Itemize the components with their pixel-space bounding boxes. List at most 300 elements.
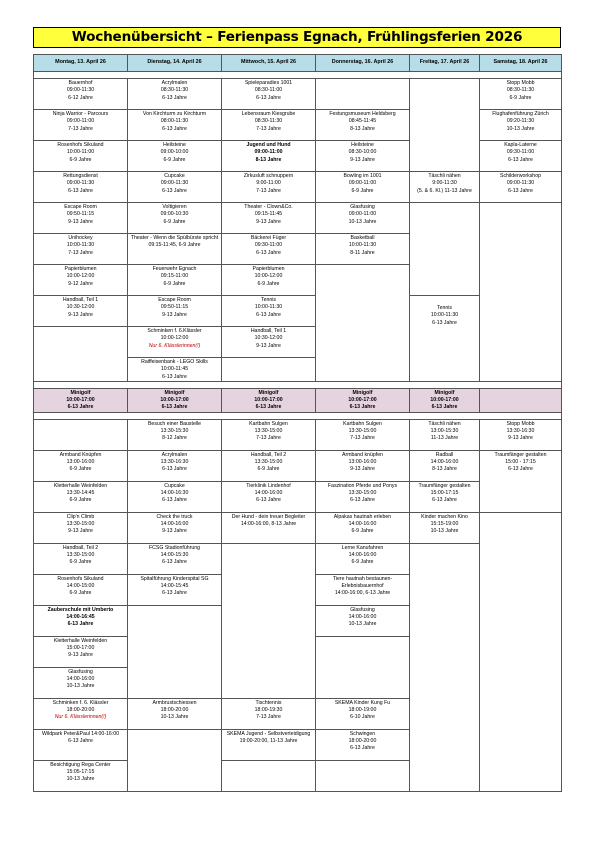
activity-cell: [222, 172, 316, 203]
activity-name: Radball: [435, 451, 454, 458]
empty-cell: [316, 79, 410, 110]
activity-entry: [34, 172, 127, 195]
activity-entry: [128, 358, 221, 381]
activity-name: Minigolf: [434, 389, 455, 396]
activity-age: 6-13 Jahre: [508, 466, 533, 473]
activity-cell: [316, 203, 410, 234]
activity-entry: [128, 141, 221, 164]
activity-time: 10:00-11:30: [66, 242, 95, 249]
activity-cell: [34, 79, 128, 110]
activity-cell: [128, 203, 222, 234]
activity-age: 8-13 Jahre: [350, 125, 375, 132]
activity-time: 10:00-17:00: [254, 397, 283, 404]
activity-age: 9-13 Jahre: [68, 652, 93, 659]
activity-entry: [316, 110, 409, 133]
activity-name: Minigolf: [70, 389, 91, 396]
activity-cell: [222, 388, 316, 412]
activity-time: 13:30-15:00: [348, 490, 377, 497]
activity-time: 15:00-17:00: [66, 645, 95, 652]
activity-name: Spieleparadies 1001: [244, 80, 293, 86]
activity-time: 10:00-17:00: [66, 397, 95, 404]
weekly-schedule-table: [33, 54, 562, 792]
activity-time: 09:00-11:30: [506, 180, 535, 187]
activity-time: 14:00-16:00: [66, 676, 95, 683]
activity-age: 6-9 Jahre: [163, 280, 186, 287]
activity-time: 08:30-11:00: [254, 87, 283, 94]
activity-name: Von Kirchturm zu Kirchturm: [142, 111, 207, 117]
activity-cell: [316, 512, 410, 543]
activity-age: 9-12 Jahre: [68, 280, 93, 287]
empty-cell: [128, 729, 222, 791]
activity-name: Zauberschule mit Umberto: [47, 606, 114, 613]
activity-time: 15:00 - 17:15: [505, 459, 536, 466]
empty-cell: [480, 203, 562, 382]
activity-cell: [222, 512, 316, 543]
activity-cell: [128, 234, 222, 265]
activity-cell: [128, 512, 222, 543]
activity-cell: [222, 327, 316, 358]
activity-time: 14:00-15:00: [66, 583, 95, 590]
activity-name: Heilsteine: [163, 142, 186, 148]
activity-age: 7-13 Jahre: [256, 435, 281, 442]
activity-name: Glasfusing: [350, 606, 375, 613]
activity-name: Täschli nähen: [428, 420, 461, 427]
activity-entry: [34, 544, 127, 567]
activity-cell: [316, 110, 410, 141]
activity-name: Raiffeisenbank - LEGO Skills: [141, 359, 208, 365]
activity-entry: [34, 234, 127, 257]
activity-name: Bäckerei Füger: [250, 235, 287, 241]
activity-cell: [316, 543, 410, 574]
activity-entry: [34, 296, 127, 319]
activity-entry: [34, 451, 127, 474]
activity-name: Schminken f. 6. Klässler: [52, 699, 109, 706]
activity-time: 09:00-11:00: [348, 180, 377, 187]
activity-cell: [480, 79, 562, 110]
activity-cell: [34, 760, 128, 791]
activity-entry: [222, 482, 315, 505]
activity-time: 10:00-11:30: [348, 242, 377, 249]
activity-entry: [222, 265, 315, 288]
activity-time: 10:00-11:30: [430, 312, 459, 319]
activity-age: 6-13 Jahre: [162, 559, 187, 566]
activity-age: 6-9 Jahre: [257, 280, 280, 287]
activity-age: 6-13 Jahre: [162, 497, 187, 504]
activity-name: Armband Knüpfen: [59, 451, 102, 458]
empty-cell: [34, 327, 128, 382]
activity-age: 9-13 Jahre: [162, 311, 187, 318]
schedule-body: [34, 72, 562, 792]
activity-time: 09:00-11:00: [66, 118, 95, 125]
activity-entry: [480, 172, 561, 195]
activity-age: 19:00-20:00, 11-13 Jahre: [239, 738, 298, 745]
activity-age: 6-13 Jahre: [161, 404, 188, 411]
activity-age: 11-13 Jahre: [430, 435, 459, 442]
activity-age: 6-13 Jahre: [256, 311, 281, 318]
activity-time: 09:00-11:30: [66, 180, 95, 187]
activity-cell: [410, 172, 480, 203]
activity-time: 13:30-15:00: [66, 552, 95, 559]
activity-cell: [34, 636, 128, 667]
activity-age: 6-13 Jahre: [162, 590, 187, 597]
separator-row: [34, 381, 562, 388]
activity-cell: [128, 358, 222, 382]
activity-age: 14:00-16:00, 6-13 Jahre: [334, 590, 391, 597]
activity-time: 09:00-11:30: [160, 180, 189, 187]
activity-age: 9-13 Jahre: [256, 342, 281, 349]
activity-entry: [34, 79, 127, 102]
activity-time: 09:00-11:00: [348, 211, 377, 218]
activity-entry: [316, 203, 409, 226]
activity-age: 6-13 Jahre: [508, 187, 533, 194]
activity-cell: [34, 296, 128, 327]
day-header-thursday: Donnerstag, 16. April 26: [316, 55, 410, 72]
schedule-row: [34, 141, 562, 172]
activity-entry: [410, 389, 479, 412]
activity-name: Schminken f. 6.Klässler: [147, 328, 202, 334]
activity-name: Traumfänger gestalten: [494, 451, 547, 458]
activity-entry: [34, 265, 127, 288]
activity-name: FCSG Stadionführung: [148, 544, 201, 551]
empty-cell: [480, 388, 562, 412]
activity-age: 10-13 Jahre: [348, 621, 377, 628]
activity-time: 14:00-16:00: [254, 490, 283, 497]
activity-age: (5. & 6. Kl.) 11-13 Jahre: [417, 187, 472, 194]
activity-cell: [34, 141, 128, 172]
activity-age: 8-12 Jahre: [162, 435, 187, 442]
separator-row: [34, 412, 562, 419]
activity-name: Heilsteine: [351, 142, 374, 148]
activity-time: 14:00-16:00: [348, 614, 377, 621]
activity-name: Handball, Teil 1: [62, 297, 99, 303]
activity-time: 10:30-12:00: [254, 335, 283, 342]
empty-cell: [480, 512, 562, 791]
activity-cell: [316, 141, 410, 172]
activity-age: 6-13 Jahre: [432, 497, 457, 504]
activity-age: 7-13 Jahre: [350, 435, 375, 442]
activity-name: Bowling im 1001: [343, 173, 382, 179]
schedule-row: [34, 203, 562, 234]
activity-time: 10:00-12:00: [66, 273, 95, 280]
activity-time: 09:15-11:00: [160, 273, 189, 280]
activity-entry: [222, 699, 315, 722]
activity-cell: [410, 481, 480, 512]
activity-entry: [34, 761, 127, 784]
activity-cell: [316, 450, 410, 481]
activity-time: 09:00-10:30: [160, 211, 189, 218]
activity-entry: [222, 296, 315, 319]
activity-age: 6-9 Jahre: [69, 590, 92, 597]
activity-cell: [128, 265, 222, 296]
activity-name: Handball, Teil 2: [62, 544, 99, 551]
activity-cell: [480, 419, 562, 450]
activity-name: Handball, Teil 1: [250, 328, 287, 334]
activity-name: Faszination Pferde und Ponys: [327, 482, 398, 489]
activity-age: 9-13 Jahre: [256, 218, 281, 225]
activity-entry: [222, 327, 315, 350]
activity-cell: [34, 543, 128, 574]
activity-name: Kletterhalle Weinfelden: [53, 482, 108, 489]
activity-age: 9-13 Jahre: [68, 218, 93, 225]
activity-cell: [316, 419, 410, 450]
activity-name: Besichtigung Rega Center: [50, 761, 111, 768]
activity-time: 09:30-11:00: [506, 149, 535, 156]
activity-age: 6-9 Jahre: [351, 187, 374, 194]
activity-note: Nur 6. Klässlerinnen(!): [54, 714, 107, 721]
activity-time: 08:30-11:30: [506, 87, 535, 94]
empty-cell: [410, 79, 480, 172]
activity-age: 6-9 Jahre: [69, 466, 92, 473]
activity-time: 18:00-20:00: [348, 738, 377, 745]
activity-age: 6-9 Jahre: [509, 94, 532, 101]
activity-cell: [316, 605, 410, 636]
activity-cell: [128, 296, 222, 327]
activity-age: 6-10 Jahre: [350, 714, 375, 721]
activity-age: 6-9 Jahre: [69, 156, 92, 163]
activity-cell: [128, 141, 222, 172]
activity-name: Papierblumen: [252, 266, 285, 272]
activity-age: 10-13 Jahre: [506, 125, 535, 132]
activity-cell: [34, 265, 128, 296]
activity-entry: [128, 482, 221, 505]
activity-time: 14:00-16:00: [160, 521, 189, 528]
empty-cell: [222, 543, 316, 698]
activity-name: Minigolf: [258, 389, 279, 396]
activity-entry: [34, 699, 127, 722]
activity-name: Tierklinik Lindenhof: [246, 482, 291, 489]
empty-cell: [34, 419, 128, 450]
activity-cell: [222, 110, 316, 141]
activity-age: 6-9 Jahre: [163, 218, 186, 225]
activity-age: 14:00-16:00, 8-13 Jahre: [240, 521, 297, 528]
activity-time: 13:00-16:00: [348, 459, 377, 466]
activity-age: 6-13 Jahre: [350, 745, 375, 752]
activity-time: 13:30-16:30: [506, 428, 535, 435]
activity-age: 9-13 Jahre: [68, 311, 93, 318]
activity-time: 10:00-17:00: [160, 397, 189, 404]
activity-name: Cupcake: [164, 173, 185, 179]
activity-entry: [128, 699, 221, 722]
activity-cell: [222, 698, 316, 729]
activity-age: 6-13 Jahre: [68, 738, 93, 745]
activity-age: 7-13 Jahre: [68, 125, 93, 132]
activity-time: 09:00-11:00: [254, 149, 283, 156]
activity-age: 7-13 Jahre: [256, 187, 281, 194]
activity-name: Theater - Wenn die Spülbürste spricht: [130, 235, 219, 241]
activity-name: Kartbahn Sulgen: [249, 420, 288, 427]
empty-cell: [410, 543, 480, 791]
activity-time: 13:00-15:30: [430, 428, 459, 435]
activity-cell: [128, 574, 222, 605]
activity-age: 6-12 Jahre: [68, 94, 93, 101]
day-header-wednesday: Mittwoch, 15. April 26: [222, 55, 316, 72]
activity-time: 13:30-15:30: [160, 428, 189, 435]
activity-age: 6-13 Jahre: [256, 94, 281, 101]
activity-time: 09:50-11:15: [160, 304, 189, 311]
activity-entry: [34, 637, 127, 660]
activity-time: 13:30-15:00: [254, 428, 283, 435]
activity-name: Glasfusing: [350, 204, 375, 210]
activity-name: Clip'n Climb: [66, 513, 95, 520]
activity-age: 8-11 Jahre: [350, 249, 375, 256]
activity-cell: [128, 327, 222, 358]
activity-entry: [34, 141, 127, 164]
activity-age: 6-13 Jahre: [162, 466, 187, 473]
activity-cell: [222, 450, 316, 481]
activity-name: Kletterhalle Weinfelden: [53, 637, 108, 644]
activity-name: Glasfusing: [68, 668, 93, 675]
activity-time: 10:00-12:00: [254, 273, 283, 280]
activity-entry: [410, 451, 479, 474]
activity-age: 6-13 Jahre: [162, 94, 187, 101]
activity-name: Stopp Mobb: [506, 420, 535, 427]
activity-time: 14:00-16:45: [66, 614, 95, 621]
activity-entry: [34, 203, 127, 226]
activity-time: 13:30-15:00: [254, 459, 283, 466]
activity-time: 9:00-11:30: [432, 180, 457, 187]
activity-time: 08:30-11:30: [254, 118, 283, 125]
activity-age: 9-13 Jahre: [350, 156, 375, 163]
activity-entry: [316, 389, 409, 412]
activity-name: Acrylmalen: [161, 451, 188, 458]
activity-entry: [222, 513, 315, 529]
activity-name: Flughafenführung Zürich: [492, 111, 549, 117]
day-header-saturday: Samstag, 18. April 26: [480, 55, 562, 72]
activity-entry: [222, 420, 315, 443]
activity-age: 10-13 Jahre: [348, 218, 377, 225]
activity-entry: [222, 730, 315, 746]
activity-cell: [410, 388, 480, 412]
activity-age: 6-9 Jahre: [257, 466, 280, 473]
activity-age: 9-13 Jahre: [350, 466, 375, 473]
activity-age: 9-13 Jahre: [68, 528, 93, 535]
activity-entry: [410, 296, 479, 327]
activity-cell: [34, 605, 128, 636]
activity-name: Check the truck: [156, 513, 193, 520]
activity-entry: [480, 110, 561, 133]
activity-time: 13:30-15:00: [66, 521, 95, 528]
activity-entry: [410, 420, 479, 443]
activity-cell: [128, 388, 222, 412]
activity-time: 14:00-16:30: [160, 490, 189, 497]
activity-name: Feuerwehr Egnach: [152, 266, 197, 272]
activity-cell: [128, 110, 222, 141]
activity-cell: [34, 203, 128, 234]
activity-time: 14:00-16:00: [348, 521, 377, 528]
activity-time: 08:00-11:30: [160, 118, 189, 125]
activity-cell: [222, 296, 316, 327]
activity-name: Tiere hautnah bestaunen- Erlebnisbauernhof: [332, 575, 393, 590]
activity-age: 6-9 Jahre: [351, 528, 374, 535]
schedule-row: [34, 450, 562, 481]
activity-entry: [128, 172, 221, 195]
activity-cell: [222, 203, 316, 234]
activity-entry: [34, 668, 127, 691]
activity-time: 18:00-20:00: [66, 707, 95, 714]
activity-name: Besuch einer Baustelle: [147, 420, 202, 427]
activity-time: 15:05-17:15: [66, 769, 95, 776]
activity-note: Nur 6. Klässlerinnen(!): [148, 342, 201, 349]
activity-time: 18:00-19:00: [348, 707, 377, 714]
activity-age: 10-13 Jahre: [160, 714, 189, 721]
activity-age: 6-9 Jahre: [69, 497, 92, 504]
activity-entry: [128, 420, 221, 443]
activity-cell: [222, 729, 316, 760]
activity-time: 09:30-11:00: [254, 242, 283, 249]
activity-name: Zirkusluft schnuppern: [243, 173, 294, 179]
activity-time: 15:15-19:00: [430, 521, 459, 528]
activity-age: 7-13 Jahre: [68, 249, 93, 256]
activity-age: 6-13 Jahre: [255, 404, 282, 411]
activity-cell: [480, 450, 562, 512]
activity-name: Kartbahn Sulgen: [343, 420, 382, 427]
activity-age: 6-9 Jahre: [163, 156, 186, 163]
activity-entry: [316, 420, 409, 443]
activity-entry: [34, 575, 127, 598]
activity-age: 6-13 Jahre: [432, 319, 457, 326]
empty-cell: [316, 265, 410, 382]
activity-name: Minigolf: [352, 389, 373, 396]
day-header-friday: Freitag, 17. April 26: [410, 55, 480, 72]
activity-cell: [128, 698, 222, 729]
activity-name: Basketball: [350, 235, 375, 241]
activity-entry: [222, 203, 315, 226]
separator-cell: [34, 72, 562, 79]
activity-entry: [222, 110, 315, 133]
activity-cell: [222, 265, 316, 296]
separator-cell: [34, 412, 562, 419]
activity-name: Lebensraum Kiesgrube: [241, 111, 296, 117]
empty-cell: [222, 760, 316, 791]
activity-time: 13:30-16:30: [160, 459, 189, 466]
activity-name: Stopp Mobb: [506, 80, 535, 86]
activity-entry: [128, 575, 221, 598]
activity-cell: [222, 234, 316, 265]
activity-time: 9:00-11:00: [256, 180, 281, 187]
activity-cell: [316, 729, 410, 760]
activity-entry: [128, 234, 221, 250]
activity-cell: [316, 698, 410, 729]
activity-entry: [34, 606, 127, 629]
activity-cell: [34, 234, 128, 265]
activity-entry: [316, 730, 409, 753]
activity-cell: [34, 450, 128, 481]
activity-entry: [480, 141, 561, 164]
schedule-row: [34, 110, 562, 141]
activity-entry: [34, 110, 127, 133]
activity-entry: [222, 79, 315, 102]
day-header-tuesday: Dienstag, 14. April 26: [128, 55, 222, 72]
activity-name: Rosenhofs Sikuland: [57, 575, 104, 582]
activity-age: 10-13 Jahre: [430, 528, 459, 535]
activity-cell: [222, 419, 316, 450]
schedule-row: [34, 512, 562, 543]
activity-name: Wildpark Peter&Paul 14:00-16:00: [42, 730, 119, 737]
activity-name: Theater - Clown&Co.: [244, 204, 293, 210]
activity-entry: [410, 172, 479, 195]
activity-cell: [34, 698, 128, 729]
activity-age: 6-13 Jahre: [256, 497, 281, 504]
activity-cell: [222, 79, 316, 110]
activity-age: 9-13 Jahre: [508, 435, 533, 442]
minigolf-row: [34, 388, 562, 412]
empty-cell: [316, 760, 410, 791]
activity-entry: [480, 420, 561, 443]
activity-age: 6-13 Jahre: [67, 621, 94, 628]
activity-name: Rosenhofs Sikuland: [57, 142, 104, 148]
activity-age: 6-13 Jahre: [256, 249, 281, 256]
activity-name: Schwingen: [349, 730, 376, 737]
